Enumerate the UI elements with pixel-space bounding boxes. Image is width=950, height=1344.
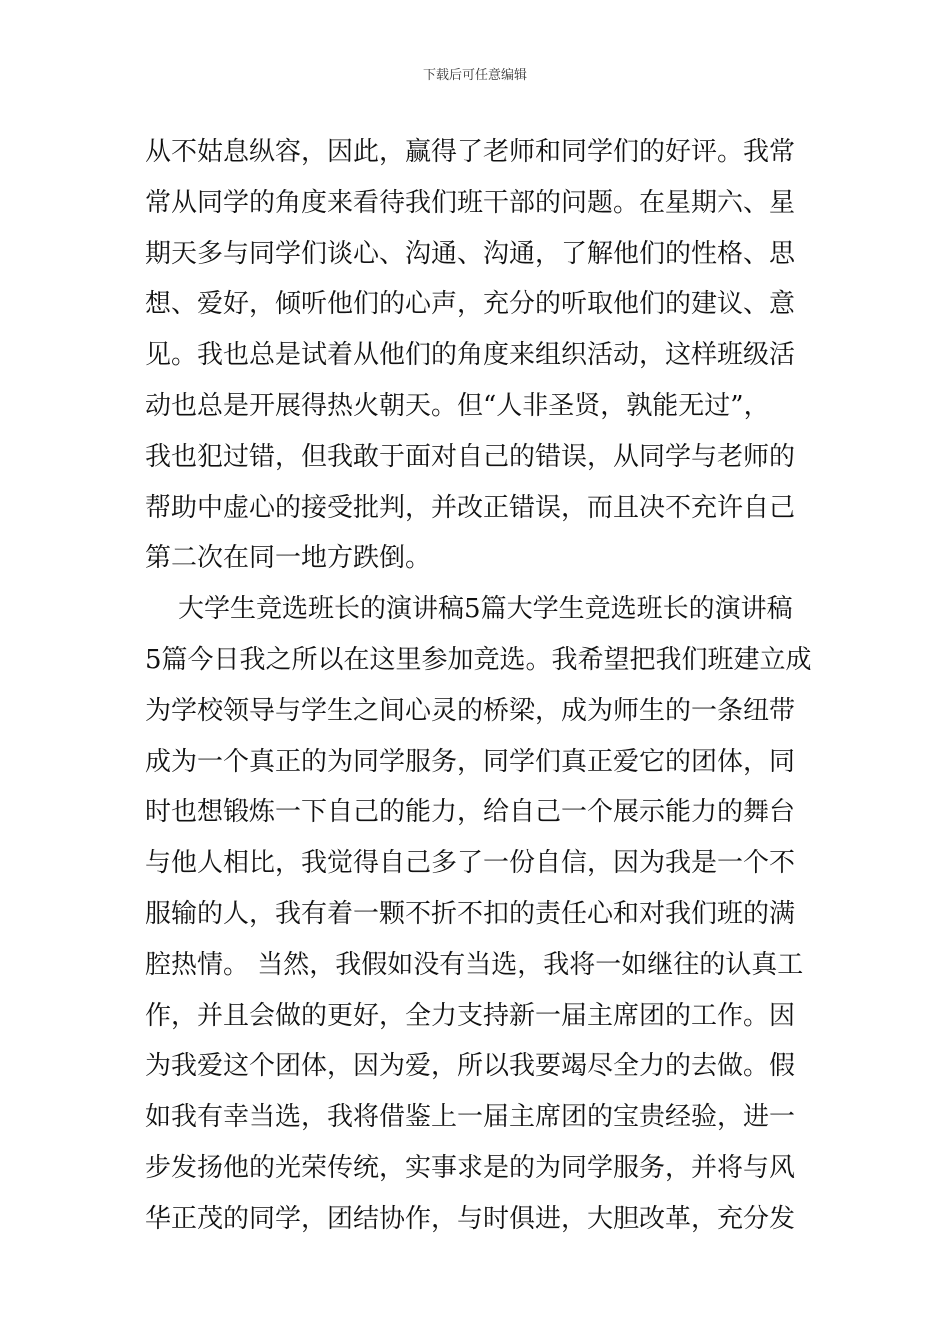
text-line: 从不姑息纵容，因此，赢得了老师和同学们的好评。我常 (145, 137, 796, 167)
text-line: 期天多与同学们谈心、沟通、沟通，了解他们的性格、思 (145, 238, 796, 269)
text-line: 华正茂的同学，团结协作，与时俱进，大胆改革，充分发 (145, 1203, 796, 1234)
text-line: 5篇今日我之所以在这里参加竞选。我希望把我们班建立成 (145, 644, 812, 675)
text-line: 腔热情。 当然，我假如没有当选，我将一如继往的认真工 (145, 949, 804, 980)
text-line: 服输的人，我有着一颗不折不扣的责任心和对我们班的满 (145, 898, 796, 929)
paragraph-2 (145, 584, 810, 1244)
text-line: 如我有幸当选，我将借鉴上一届主席团的宝贵经验，进一 (145, 1102, 796, 1133)
text-line: 为学校领导与学生之间心灵的桥梁，成为师生的一条纽带 (145, 695, 796, 726)
text-line: 想、爱好，倾听他们的心声，充分的听取他们的建议、意 (145, 289, 796, 320)
paragraph-1 (145, 127, 810, 584)
body-text (145, 127, 810, 1245)
text-line: 为我爱这个团体，因为爱，所以我要竭尽全力的去做。假 (145, 1051, 796, 1082)
text-line: 见。我也总是试着从他们的角度来组织活动，这样班级活 (145, 340, 796, 371)
text-line: 成为一个真正的为同学服务，同学们真正爱它的团体，同 (145, 746, 796, 777)
text-line: 我也犯过错，但我敢于面对自己的错误，从同学与老师的 (145, 441, 796, 472)
text-line: 步发扬他的光荣传统，实事求是的为同学服务，并将与风 (145, 1152, 796, 1183)
page-header: 下载后可任意编辑 (422, 68, 527, 83)
text-line: 作，并且会做的更好，全力支持新一届主席团的工作。因 (145, 1000, 796, 1031)
text-line: 动也总是开展得热火朝天。但“人非圣贤，孰能无过”， (145, 390, 770, 421)
text-line: 第二次在同一地方跌倒。 (145, 543, 432, 574)
text-line: 帮助中虚心的接受批判，并改正错误，而且决不充许自己 (145, 492, 796, 523)
text-line: 常从同学的角度来看待我们班干部的问题。在星期六、星 (145, 187, 796, 218)
text-line: 与他人相比，我觉得自己多了一份自信，因为我是一个不 (145, 848, 796, 879)
text-line: 时也想锻炼一下自己的能力，给自己一个展示能力的舞台 (145, 797, 796, 828)
text-line: 大学生竞选班长的演讲稿5篇大学生竞选班长的演讲稿 (145, 594, 793, 625)
